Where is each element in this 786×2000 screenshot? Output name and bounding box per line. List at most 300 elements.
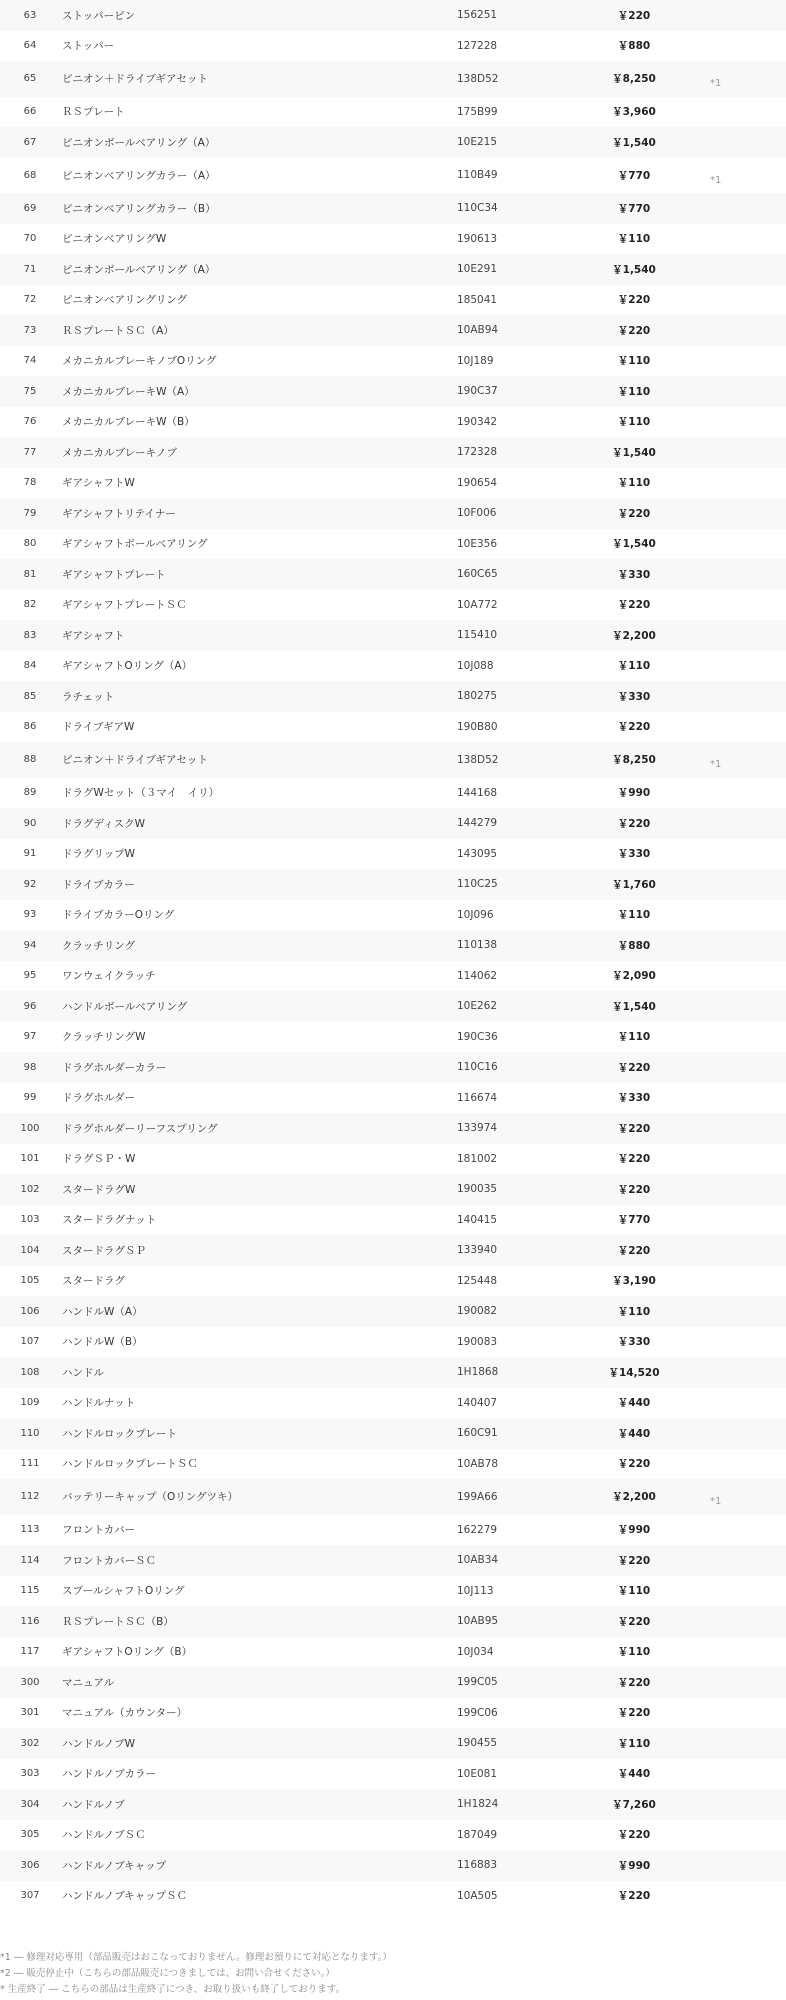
- table-row: [0, 1083, 786, 1114]
- part-price-cell: ￥1,760: [612, 878, 656, 891]
- part-code-cell: 190654: [457, 476, 498, 489]
- part-note-cell: [686, 1789, 786, 1820]
- part-note-cell: [686, 1759, 786, 1790]
- table-row: [0, 315, 786, 346]
- part-code-cell: 10E262: [457, 1000, 498, 1013]
- part-number-cell: 81: [23, 568, 37, 580]
- part-price-cell: ￥990: [617, 787, 651, 800]
- part-number-cell: 77: [23, 446, 37, 458]
- part-note-cell: [686, 1850, 786, 1881]
- table-row: [0, 1205, 786, 1236]
- part-name-cell: マニュアル: [62, 1676, 115, 1689]
- part-number-cell: 101: [20, 1153, 40, 1165]
- table-row: [0, 808, 786, 839]
- part-price-cell: ￥2,200: [612, 629, 656, 642]
- part-code-cell: 140407: [457, 1396, 498, 1409]
- part-note-cell: [686, 1174, 786, 1205]
- part-name-cell: ドライブカラーOリング: [62, 909, 175, 922]
- table-row: [0, 1667, 786, 1698]
- part-code-cell: 110138: [457, 939, 498, 952]
- part-price-cell: ￥220: [617, 1061, 651, 1074]
- part-code-cell: 138D52: [457, 753, 499, 766]
- part-number-cell: 74: [23, 355, 37, 367]
- part-price-cell: ￥990: [617, 1859, 651, 1872]
- part-note-cell: *1: [710, 78, 722, 90]
- part-number-cell: 110: [20, 1427, 40, 1439]
- part-code-cell: 10A772: [457, 598, 498, 611]
- part-price-cell: ￥220: [617, 9, 651, 22]
- part-note-cell: [686, 315, 786, 346]
- part-price-cell: ￥110: [617, 909, 651, 922]
- part-name-cell: スタードラグW: [62, 1183, 136, 1196]
- part-name-cell: ＲＳプレートＳＣ（A）: [62, 324, 174, 337]
- part-code-cell: 10AB95: [457, 1615, 499, 1628]
- part-number-cell: 111: [20, 1458, 40, 1470]
- part-code-cell: 190083: [457, 1335, 498, 1348]
- table-row: [0, 1052, 786, 1083]
- part-price-cell: ￥1,540: [612, 263, 656, 276]
- part-note-cell: [686, 930, 786, 961]
- part-name-cell: スタードラグ: [62, 1275, 125, 1288]
- table-row: [0, 1418, 786, 1449]
- part-code-cell: 110C16: [457, 1061, 498, 1074]
- part-note-cell: [686, 437, 786, 468]
- table-row: [0, 127, 786, 158]
- part-note-cell: [686, 869, 786, 900]
- part-number-cell: 306: [20, 1859, 40, 1871]
- part-note-cell: [686, 681, 786, 712]
- part-note-cell: [686, 1881, 786, 1912]
- table-row: [0, 1327, 786, 1358]
- part-code-cell: 199C06: [457, 1706, 498, 1719]
- part-code-cell: 110C25: [457, 878, 498, 891]
- part-code-cell: 10E081: [457, 1767, 498, 1780]
- part-price-cell: ￥7,260: [612, 1798, 656, 1811]
- part-code-cell: 185041: [457, 293, 498, 306]
- part-price-cell: ￥110: [617, 385, 651, 398]
- part-price-cell: ￥990: [617, 1524, 651, 1537]
- part-price-cell: ￥14,520: [608, 1366, 660, 1379]
- part-note-cell: [686, 97, 786, 128]
- part-note-cell: [686, 590, 786, 621]
- part-note-cell: [686, 1266, 786, 1297]
- table-row: [0, 839, 786, 870]
- table-row: [0, 407, 786, 438]
- part-note-cell: [686, 1296, 786, 1327]
- part-note-cell: [686, 808, 786, 839]
- part-number-cell: 300: [20, 1676, 40, 1688]
- part-note-cell: [686, 376, 786, 407]
- part-price-cell: ￥110: [617, 477, 651, 490]
- part-number-cell: 82: [23, 599, 37, 611]
- part-number-cell: 78: [23, 477, 37, 489]
- part-price-cell: ￥1,540: [612, 1000, 656, 1013]
- part-note-cell: [686, 778, 786, 809]
- part-note-cell: [686, 1205, 786, 1236]
- table-row: [0, 620, 786, 651]
- part-note-cell: [686, 1052, 786, 1083]
- part-name-cell: メカニカルブレーキノブOリング: [62, 355, 217, 368]
- part-number-cell: 72: [23, 294, 37, 306]
- part-price-cell: ￥220: [617, 1554, 651, 1567]
- part-number-cell: 70: [23, 233, 37, 245]
- part-name-cell: メカニカルブレーキW（A）: [62, 385, 195, 398]
- part-code-cell: 160C65: [457, 568, 498, 581]
- part-price-cell: ￥110: [617, 1737, 651, 1750]
- table-row: [0, 254, 786, 285]
- part-number-cell: 89: [23, 787, 37, 799]
- part-name-cell: ストッパー: [62, 40, 115, 53]
- part-note-cell: [686, 346, 786, 377]
- part-number-cell: 69: [23, 202, 37, 214]
- part-price-cell: ￥770: [617, 1214, 651, 1227]
- part-name-cell: ハンドルノブキャップ: [62, 1859, 167, 1872]
- part-name-cell: ラチェット: [62, 690, 115, 703]
- table-row: [0, 742, 786, 778]
- part-price-cell: ￥330: [617, 690, 651, 703]
- table-row: [0, 681, 786, 712]
- part-price-cell: ￥220: [617, 1615, 651, 1628]
- part-number-cell: 114: [20, 1554, 40, 1566]
- part-price-cell: ￥220: [617, 1829, 651, 1842]
- part-number-cell: 84: [23, 660, 37, 672]
- part-note-cell: [686, 559, 786, 590]
- part-note-cell: [686, 1698, 786, 1729]
- part-code-cell: 140415: [457, 1213, 498, 1226]
- part-note-cell: [686, 651, 786, 682]
- table-row: [0, 1296, 786, 1327]
- part-price-cell: ￥110: [617, 416, 651, 429]
- table-row: [0, 1022, 786, 1053]
- part-name-cell: クラッチリングW: [62, 1031, 146, 1044]
- part-code-cell: 10E291: [457, 263, 498, 276]
- part-number-cell: 73: [23, 324, 37, 336]
- part-name-cell: ギアシャフトリテイナー: [62, 507, 176, 520]
- part-name-cell: スタードラグＳＰ: [62, 1244, 146, 1257]
- part-number-cell: 90: [23, 817, 37, 829]
- part-note-cell: [686, 620, 786, 651]
- table-row: [0, 1789, 786, 1820]
- table-row: [0, 346, 786, 377]
- part-number-cell: 68: [23, 169, 37, 181]
- part-price-cell: ￥110: [617, 1031, 651, 1044]
- part-code-cell: 10J113: [457, 1584, 494, 1597]
- part-name-cell: フロントカバーＳＣ: [62, 1554, 157, 1567]
- table-row: [0, 1881, 786, 1912]
- part-name-cell: ドラグホルダーカラー: [62, 1061, 167, 1074]
- table-row: [0, 193, 786, 224]
- part-code-cell: 1H1868: [457, 1366, 499, 1379]
- part-number-cell: 305: [20, 1829, 40, 1841]
- part-price-cell: ￥220: [617, 721, 651, 734]
- part-name-cell: ハンドルナット: [62, 1397, 136, 1410]
- table-row: [0, 1515, 786, 1546]
- table-row: [0, 651, 786, 682]
- part-code-cell: 10F006: [457, 507, 497, 520]
- part-price-cell: ￥220: [617, 324, 651, 337]
- part-price-cell: ￥330: [617, 848, 651, 861]
- part-code-cell: 133974: [457, 1122, 498, 1135]
- part-name-cell: ピニオンボールベアリング（A）: [62, 263, 216, 276]
- part-name-cell: ハンドルノブＳＣ: [62, 1829, 146, 1842]
- part-code-cell: 10J096: [457, 908, 494, 921]
- part-note-cell: [686, 529, 786, 560]
- part-price-cell: ￥110: [617, 1305, 651, 1318]
- part-number-cell: 104: [20, 1244, 40, 1256]
- part-number-cell: 66: [23, 106, 37, 118]
- footnote-3: * 生産終了 ― こちらの部品は生産終了につき、お取り扱いも終了しております。: [0, 1984, 345, 1995]
- part-name-cell: ピニオン＋ドライブギアセット: [62, 73, 208, 86]
- part-name-cell: バッテリーキャップ（Oリングツキ）: [62, 1491, 239, 1504]
- part-price-cell: ￥3,960: [612, 106, 656, 119]
- table-row: [0, 869, 786, 900]
- table-row: [0, 158, 786, 194]
- part-code-cell: 144168: [457, 786, 498, 799]
- part-number-cell: 109: [20, 1397, 40, 1409]
- part-number-cell: 106: [20, 1305, 40, 1317]
- part-note-cell: [686, 1235, 786, 1266]
- part-price-cell: ￥440: [617, 1768, 651, 1781]
- part-price-cell: ￥330: [617, 568, 651, 581]
- part-name-cell: ギアシャフトプレートＳＣ: [62, 599, 187, 612]
- part-number-cell: 76: [23, 416, 37, 428]
- part-number-cell: 75: [23, 385, 37, 397]
- table-row: [0, 1235, 786, 1266]
- part-name-cell: ドライブカラー: [62, 878, 135, 891]
- part-note-cell: [686, 839, 786, 870]
- part-note-cell: [686, 961, 786, 992]
- part-name-cell: ドライブギアW: [62, 721, 135, 734]
- part-number-cell: 105: [20, 1275, 40, 1287]
- part-name-cell: ギアシャフトプレート: [62, 568, 166, 581]
- part-name-cell: メカニカルブレーキノブ: [62, 446, 177, 459]
- footnote-1: *1 ― 修理対応専用（部品販売はおこなっておりません。修理お預りにて対応となります。）: [0, 1952, 392, 1963]
- part-price-cell: ￥220: [617, 1707, 651, 1720]
- part-code-cell: 190082: [457, 1305, 498, 1318]
- table-row: [0, 468, 786, 499]
- part-name-cell: ハンドルノブキャップＳＣ: [62, 1890, 188, 1903]
- table-row: [0, 224, 786, 255]
- part-note-cell: [686, 1545, 786, 1576]
- part-name-cell: ギアシャフトOリング（B）: [62, 1646, 193, 1659]
- table-row: [0, 0, 786, 31]
- part-note-cell: [686, 712, 786, 743]
- table-row: [0, 31, 786, 62]
- part-number-cell: 97: [23, 1031, 37, 1043]
- part-price-cell: ￥220: [617, 1153, 651, 1166]
- part-price-cell: ￥220: [617, 1676, 651, 1689]
- part-price-cell: ￥440: [617, 1427, 651, 1440]
- part-number-cell: 96: [23, 1000, 37, 1012]
- part-price-cell: ￥220: [617, 1458, 651, 1471]
- part-code-cell: 143095: [457, 847, 498, 860]
- part-name-cell: ピニオンボールベアリング（A）: [62, 136, 216, 149]
- table-row: [0, 1850, 786, 1881]
- part-name-cell: ピニオンベアリングリング: [62, 294, 188, 307]
- part-price-cell: ￥110: [617, 1585, 651, 1598]
- part-code-cell: 10E356: [457, 537, 498, 550]
- part-name-cell: ハンドルノブW: [62, 1737, 135, 1750]
- part-note-cell: [686, 468, 786, 499]
- part-number-cell: 93: [23, 909, 37, 921]
- part-code-cell: 10AB34: [457, 1554, 499, 1567]
- part-name-cell: スタードラグナット: [62, 1214, 157, 1227]
- part-number-cell: 79: [23, 507, 37, 519]
- part-name-cell: ハンドルロックプレート: [62, 1427, 177, 1440]
- part-number-cell: 113: [20, 1524, 40, 1536]
- part-name-cell: ギアシャフトOリング（A）: [62, 660, 193, 673]
- part-code-cell: 127228: [457, 39, 498, 52]
- part-number-cell: 64: [23, 40, 37, 52]
- table-row: [0, 1637, 786, 1668]
- part-note-cell: [686, 900, 786, 931]
- part-note-cell: [686, 127, 786, 158]
- part-price-cell: ￥770: [617, 202, 651, 215]
- part-number-cell: 307: [20, 1890, 40, 1902]
- table-row: [0, 1449, 786, 1480]
- part-name-cell: メカニカルブレーキW（B）: [62, 416, 195, 429]
- part-note-cell: [686, 254, 786, 285]
- table-row: [0, 1266, 786, 1297]
- part-note-cell: [686, 1515, 786, 1546]
- part-number-cell: 83: [23, 629, 37, 641]
- part-number-cell: 116: [20, 1615, 40, 1627]
- part-code-cell: 110B49: [457, 169, 498, 182]
- part-number-cell: 103: [20, 1214, 40, 1226]
- part-code-cell: 10J034: [457, 1645, 494, 1658]
- part-name-cell: ハンドルW（A）: [62, 1305, 143, 1318]
- part-code-cell: 10A505: [457, 1889, 498, 1902]
- part-name-cell: ハンドルW（B）: [62, 1336, 143, 1349]
- part-code-cell: 162279: [457, 1523, 498, 1536]
- part-code-cell: 115410: [457, 629, 498, 642]
- table-row: [0, 1357, 786, 1388]
- part-price-cell: ￥220: [617, 1183, 651, 1196]
- part-code-cell: 144279: [457, 817, 498, 830]
- part-code-cell: 180275: [457, 690, 498, 703]
- table-row: [0, 590, 786, 621]
- part-price-cell: ￥110: [617, 660, 651, 673]
- table-row: [0, 930, 786, 961]
- part-note-cell: [686, 1357, 786, 1388]
- part-note-cell: [686, 1113, 786, 1144]
- table-row: [0, 1479, 786, 1515]
- table-row: [0, 498, 786, 529]
- part-price-cell: ￥220: [617, 1122, 651, 1135]
- part-note-cell: *1: [710, 1496, 722, 1508]
- part-name-cell: ハンドル: [62, 1366, 104, 1379]
- part-name-cell: ストッパーピン: [62, 9, 136, 22]
- part-name-cell: ドラグＳＰ・W: [62, 1153, 136, 1166]
- table-row: [0, 1759, 786, 1790]
- part-code-cell: 10E215: [457, 136, 498, 149]
- part-name-cell: ドラグWセット（３マイ イリ）: [62, 787, 220, 800]
- part-number-cell: 67: [23, 136, 37, 148]
- table-row: [0, 437, 786, 468]
- part-code-cell: 1H1824: [457, 1798, 499, 1811]
- part-note-cell: [686, 1449, 786, 1480]
- part-number-cell: 85: [23, 690, 37, 702]
- part-number-cell: 80: [23, 538, 37, 550]
- part-note-cell: [686, 224, 786, 255]
- part-number-cell: 117: [20, 1646, 40, 1658]
- part-number-cell: 94: [23, 939, 37, 951]
- table-row: [0, 1728, 786, 1759]
- table-row: [0, 1698, 786, 1729]
- part-price-cell: ￥330: [617, 1092, 651, 1105]
- part-code-cell: 190455: [457, 1737, 498, 1750]
- table-row: [0, 1113, 786, 1144]
- part-code-cell: 160C91: [457, 1427, 498, 1440]
- part-name-cell: スプールシャフトOリング: [62, 1585, 185, 1598]
- part-note-cell: [686, 1637, 786, 1668]
- part-price-cell: ￥220: [617, 294, 651, 307]
- part-price-cell: ￥440: [617, 1397, 651, 1410]
- part-code-cell: 10AB78: [457, 1457, 499, 1470]
- part-code-cell: 190B80: [457, 720, 498, 733]
- part-code-cell: 125448: [457, 1274, 498, 1287]
- part-price-cell: ￥110: [617, 1646, 651, 1659]
- part-name-cell: ＲＳプレートＳＣ（B）: [62, 1615, 174, 1628]
- part-code-cell: 181002: [457, 1152, 498, 1165]
- table-row: [0, 285, 786, 316]
- part-code-cell: 133940: [457, 1244, 498, 1257]
- part-number-cell: 86: [23, 721, 37, 733]
- table-row: [0, 529, 786, 560]
- part-name-cell: ハンドルボールベアリング: [62, 1000, 188, 1013]
- part-number-cell: 107: [20, 1336, 40, 1348]
- part-code-cell: 187049: [457, 1828, 498, 1841]
- part-number-cell: 112: [20, 1491, 40, 1503]
- table-row: [0, 991, 786, 1022]
- part-name-cell: ギアシャフトボールベアリング: [62, 538, 208, 551]
- part-name-cell: マニュアル（カウンター）: [62, 1707, 188, 1720]
- part-number-cell: 98: [23, 1061, 37, 1073]
- part-note-cell: [686, 1728, 786, 1759]
- part-code-cell: 199C05: [457, 1676, 498, 1689]
- part-name-cell: フロントカバー: [62, 1524, 136, 1537]
- part-note-cell: [686, 285, 786, 316]
- table-row: [0, 1606, 786, 1637]
- part-note-cell: [686, 193, 786, 224]
- part-price-cell: ￥770: [617, 169, 651, 182]
- part-price-cell: ￥110: [617, 233, 651, 246]
- part-code-cell: 172328: [457, 446, 498, 459]
- part-code-cell: 190C37: [457, 385, 498, 398]
- part-number-cell: 99: [23, 1092, 37, 1104]
- part-note-cell: [686, 1418, 786, 1449]
- table-row: [0, 97, 786, 128]
- part-price-cell: ￥110: [617, 355, 651, 368]
- part-number-cell: 304: [20, 1798, 40, 1810]
- part-price-cell: ￥220: [617, 1890, 651, 1903]
- part-note-cell: [686, 31, 786, 62]
- part-name-cell: ドラグホルダー: [62, 1092, 136, 1105]
- part-name-cell: ワンウェイクラッチ: [62, 970, 156, 983]
- table-row: [0, 778, 786, 809]
- part-price-cell: ￥8,250: [612, 754, 656, 767]
- part-name-cell: ドラグリップW: [62, 848, 135, 861]
- footnote-2: *2 ― 販売停止中（こちらの部品販売につきましては、お問い合せください。）: [0, 1968, 335, 1979]
- part-price-cell: ￥8,250: [612, 73, 656, 86]
- part-code-cell: 116674: [457, 1091, 498, 1104]
- table-row: [0, 559, 786, 590]
- part-price-cell: ￥220: [617, 599, 651, 612]
- part-note-cell: [686, 1820, 786, 1851]
- table-row: [0, 1174, 786, 1205]
- table-row: [0, 961, 786, 992]
- part-code-cell: 156251: [457, 9, 498, 22]
